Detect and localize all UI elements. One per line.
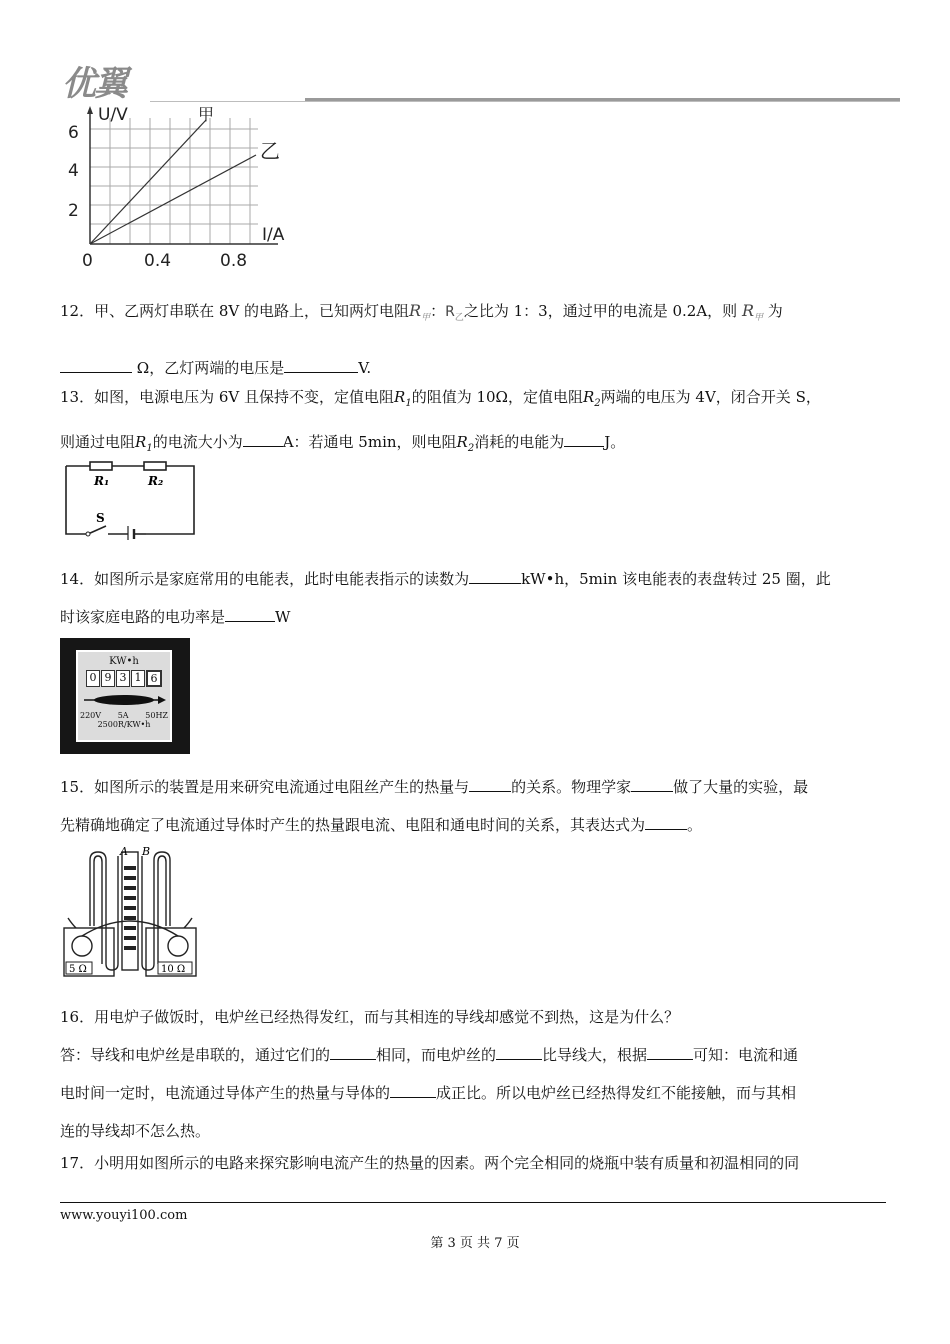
q12-text: 为: [767, 302, 783, 320]
line-yi-label: 乙: [260, 139, 280, 163]
q16-text: 答：导线和电炉丝是串联的，通过它们的: [60, 1046, 331, 1064]
meter-digit: 3: [116, 670, 130, 687]
footer-url: www.youyi100.com: [60, 1208, 188, 1223]
answer-blank[interactable]: [564, 430, 604, 447]
q14-line-2: [60, 598, 882, 636]
r2-symbol: $R_2$: [582, 388, 601, 409]
answer-blank[interactable]: [330, 1043, 376, 1060]
answer-blank[interactable]: [243, 430, 283, 447]
meter-panel: [76, 650, 172, 742]
r1-symbol: $R_1$: [135, 433, 153, 454]
x-tick: 0: [82, 251, 93, 271]
switch-label: S: [96, 511, 105, 525]
q16-text: 电时间一定时，电流通过导体产生的热量与导体的: [60, 1084, 391, 1102]
energy-meter: [60, 638, 190, 754]
q13-text: 的电流大小为: [152, 433, 243, 451]
answer-blank[interactable]: [469, 567, 521, 584]
meter-specs: [78, 711, 170, 720]
q16-text: 相同，而电炉丝的: [376, 1046, 497, 1064]
q12-text: 12．甲、乙两灯串联在 8V 的电路上，已知两灯电阻: [60, 302, 410, 320]
footer-rule: [60, 1202, 886, 1203]
answer-blank[interactable]: [390, 1081, 436, 1098]
question-16: [60, 998, 882, 1150]
meter-unit: KW•h: [109, 656, 139, 667]
q16-line-2: [60, 1036, 882, 1074]
q13-line-1: [60, 378, 882, 423]
y-tick: 4: [68, 161, 79, 181]
y-axis-label: U/V: [98, 105, 128, 125]
x-tick: 0.4: [144, 251, 172, 271]
r1-label: R₁: [94, 474, 110, 488]
page-number: 第 3 页 共 7 页: [430, 1236, 520, 1251]
y-tick: 6: [68, 123, 79, 143]
right-resistance-label: 10 Ω: [161, 964, 186, 975]
q13-text: 消耗的电能为: [474, 433, 565, 451]
meter-disc-icon: [78, 689, 170, 711]
q13-text: 13．如图，电源电压为 6V 且保持不变，定值电阻: [60, 388, 395, 406]
graph-grid: [90, 118, 258, 244]
q17-line-1: 17．小明用如图所示的电路来探究影响电流产生的热量的因素。两个完全相同的烧瓶中装有质量和初温相同的同: [60, 1154, 800, 1172]
answer-blank[interactable]: [496, 1043, 542, 1060]
q16-text: 成正比。所以电炉丝已经热得发红不能接触，而与其相: [436, 1084, 797, 1102]
q14-text: 14．如图所示是家庭常用的电能表，此时电能表指示的读数为: [60, 570, 470, 588]
question-13: [60, 378, 882, 468]
q12-text: V.: [358, 359, 372, 378]
meter-spec-voltage: 220V: [80, 711, 102, 720]
u-i-graph: [62, 104, 302, 272]
question-14: [60, 560, 882, 636]
q13-text: 的阻值为 10Ω，定值电阻: [411, 388, 583, 406]
y-axis-arrow: [87, 106, 93, 114]
q14-text: kW•h，5min 该电能表的表盘转过 25 圈，此: [521, 570, 831, 588]
question-12: [60, 292, 882, 387]
q14-text: W: [275, 608, 291, 626]
q13-text: 则通过电阻: [60, 433, 136, 451]
q16-text: 可知：电流和通: [693, 1046, 799, 1064]
answer-blank[interactable]: [647, 1043, 693, 1060]
header-rule: [305, 98, 900, 101]
q15-text: 先精确地确定了电流通过导体时产生的热量跟电流、电阻和通电时间的关系，其表达式为: [60, 816, 646, 834]
q12-line-1: [60, 292, 882, 337]
x-tick: 0.8: [220, 251, 248, 271]
meter-digit: 0: [86, 670, 100, 687]
answer-blank[interactable]: [225, 605, 275, 622]
answer-blank[interactable]: [631, 775, 673, 792]
r-jia-symbol: $R_甲$: [741, 301, 763, 324]
q16-line-4: 连的导线却不怎么热。: [60, 1122, 211, 1140]
line-yi: [90, 155, 256, 244]
line-jia-label: 甲: [198, 105, 215, 124]
answer-blank[interactable]: [645, 813, 687, 830]
meter-spec-current: 5A: [117, 711, 129, 720]
q12-colon: ：: [430, 302, 446, 320]
answer-blank[interactable]: [469, 775, 511, 792]
youyi-logo: 优翼: [62, 64, 126, 104]
q14-line-1: [60, 560, 882, 598]
left-resistance-label: 5 Ω: [69, 964, 87, 975]
meter-digit: 1: [131, 670, 145, 687]
answer-blank[interactable]: [60, 356, 132, 373]
q13-text: 两端的电压为 4V，闭合开关 S，: [600, 388, 821, 406]
heating-apparatus: [60, 846, 200, 978]
q15-line-2: [60, 806, 882, 844]
y-tick: 2: [68, 201, 79, 221]
meter-spec-frequency: 50HZ: [145, 711, 168, 720]
x-axis-label: I/A: [262, 225, 285, 245]
tube-a-label: A: [120, 846, 128, 858]
meter-spec-revolutions: 2500R/KW•h: [97, 720, 151, 729]
q14-text: 时该家庭电路的电功率是: [60, 608, 226, 626]
q13-text: J。: [604, 433, 626, 451]
q15-line-1: [60, 768, 882, 806]
r-yi-symbol: $R_乙$: [445, 304, 464, 323]
r2-label: R₂: [148, 474, 164, 488]
r2-symbol: $R_2$: [456, 433, 475, 454]
q15-text: 。: [687, 816, 703, 834]
circuit-diagram: [62, 458, 202, 540]
question-17: [60, 1144, 882, 1182]
meter-digit: 9: [101, 670, 115, 687]
q12-text: Ω，乙灯两端的电压是: [136, 359, 285, 378]
header-rule-thin: [150, 101, 900, 102]
meter-digits: [78, 670, 170, 687]
r1-symbol: $R_1$: [394, 388, 412, 409]
q15-text: 15．如图所示的装置是用来研究电流通过电阻丝产生的热量与: [60, 778, 470, 796]
answer-blank[interactable]: [284, 356, 358, 373]
q16-text: 比导线大，根据: [542, 1046, 648, 1064]
q16-line-3: [60, 1074, 882, 1112]
q12-text: 之比为 1：3，通过甲的电流是 0.2A，则: [463, 302, 738, 320]
q15-text: 做了大量的实验，最: [673, 778, 809, 796]
line-jia: [90, 120, 206, 244]
r-jia-symbol: $R_甲$: [409, 301, 431, 324]
question-15: [60, 768, 882, 844]
q15-text: 的关系。物理学家: [511, 778, 632, 796]
tube-b-label: B: [142, 846, 151, 858]
q16-line-1: 16．用电炉子做饭时，电炉丝已经热得发红，而与其相连的导线却感觉不到热，这是为什么？: [60, 1008, 680, 1026]
meter-digit-decimal: 6: [146, 670, 162, 687]
q13-text: A：若通电 5min，则电阻: [282, 433, 457, 451]
